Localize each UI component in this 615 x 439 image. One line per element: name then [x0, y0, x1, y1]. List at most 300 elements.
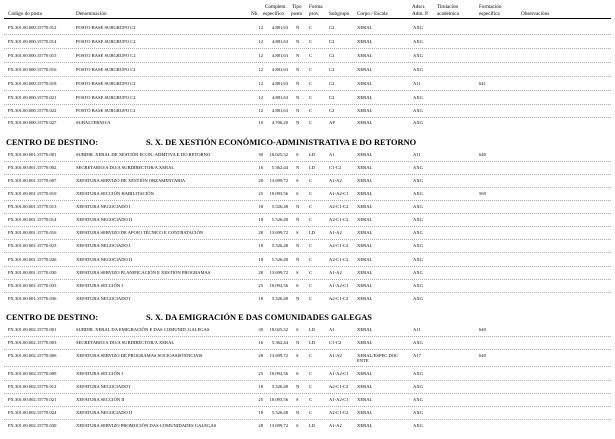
cell-complemento: 5.362,44 — [271, 165, 288, 170]
row-divider — [4, 226, 611, 227]
cell-corpo: XERAL — [357, 81, 373, 86]
table-row — [0, 353, 615, 367]
cell-denominacion: XEFATURA NEGOCIADO I — [76, 384, 131, 389]
cell-tipo: S — [296, 270, 299, 275]
cell-subgrupo: A1 — [329, 327, 335, 332]
cell-adscripcion: AXG — [413, 39, 423, 44]
cell-tipo: S — [296, 327, 299, 332]
cell-adscripcion: AXG — [413, 165, 423, 170]
cell-complemento: 13.699,72 — [269, 270, 288, 275]
table-row — [0, 53, 615, 63]
cell-corpo: XERAL — [357, 243, 373, 248]
row-divider — [4, 279, 611, 280]
table-row — [0, 384, 615, 394]
cell-subgrupo: C2 — [329, 81, 335, 86]
cell-code: PX.301.00.001.15770.023 — [8, 243, 57, 248]
cell-complemento: 10.093,56 — [269, 191, 288, 196]
table-row — [0, 243, 615, 253]
cell-complemento: 5.362,44 — [271, 340, 288, 345]
cell-denominacion: XEFATURA NEGOCIADO II — [76, 217, 133, 222]
cell-adscripcion: AXG — [413, 410, 423, 415]
cell-code: PX.301.00.000.15770.027 — [8, 120, 57, 125]
row-divider — [4, 292, 611, 293]
cell-forma: C — [309, 283, 313, 288]
header-rule — [4, 18, 611, 19]
header-nb: Nb. — [251, 11, 259, 17]
cell-complemento: 13.699,72 — [269, 423, 288, 428]
cell-code: PX.301.00.002.15770.009 — [8, 371, 57, 376]
cell-subgrupo: A1-A2 — [329, 270, 342, 275]
table-row — [0, 423, 615, 433]
cell-forma: C — [309, 178, 313, 183]
cell-forma: C — [309, 204, 313, 209]
cell-forma: C — [309, 67, 313, 72]
cell-corpo: XERAL — [357, 283, 373, 288]
centro-destino-label: CENTRO DE DESTINO: — [6, 313, 99, 322]
cell-formacion: 569 — [479, 191, 486, 196]
cell-code: PX.301.00.001.15770.014 — [8, 217, 57, 222]
cell-code: PX.301.00.000.15770.016 — [8, 67, 57, 72]
cell-subgrupo: A1-A2-C1 — [329, 191, 349, 196]
cell-corpo: XERAL — [357, 410, 373, 415]
cell-tipo: N — [296, 165, 300, 170]
cell-tipo: N — [296, 53, 300, 58]
cell-denominacion: SECRETARIO/A DO/A SUBDIRECTOR/A XERAL — [76, 165, 175, 170]
cell-subgrupo: A2-C1-C2 — [329, 410, 349, 415]
cell-forma: C — [309, 243, 313, 248]
cell-adscripcion: A11 — [413, 81, 421, 86]
cell-nb: 12 — [258, 81, 263, 86]
cell-code: PX.301.00.000.15770.018 — [8, 81, 57, 86]
cell-forma: C — [309, 384, 313, 389]
cell-complemento: 4.881,63 — [271, 25, 288, 30]
row-divider — [4, 90, 611, 91]
cell-subgrupo: A1 — [329, 152, 335, 157]
cell-adscripcion: AXG — [413, 108, 423, 113]
cell-denominacion: SUBDIR. XERAL DA EMIGRACIÓN E DAS COMUNID. GALEGAS — [76, 327, 210, 332]
cell-adscripcion: AXG — [413, 371, 423, 376]
row-divider — [4, 349, 611, 350]
cell-code: PX.301.00.000.15770.021 — [8, 95, 57, 100]
cell-denominacion: XEFATURA SERVIZO DE APOIO TÉCNICO E CONTRATACIÓN — [76, 230, 204, 235]
cell-adscripcion: AXG — [413, 243, 423, 248]
row-divider — [4, 266, 611, 267]
cell-forma: C — [309, 217, 313, 222]
cell-adscripcion: AXG — [413, 67, 423, 72]
cell-corpo: XERAL — [357, 340, 373, 345]
header-formacion-1: Formación — [479, 4, 502, 10]
cell-corpo: XERAL — [357, 39, 373, 44]
cell-tipo: N — [296, 204, 300, 209]
cell-forma: C — [309, 410, 313, 415]
cell-nb: 10 — [258, 120, 263, 125]
cell-code: PX.301.00.001.15770.033 — [8, 283, 57, 288]
table-row — [0, 165, 615, 175]
cell-adscripcion: AXG — [413, 53, 423, 58]
cell-code: PX.301.00.001.15770.010 — [8, 191, 57, 196]
cell-adscripcion: AXG — [413, 217, 423, 222]
cell-formacion: 640 — [479, 152, 486, 157]
cell-forma: LD — [309, 152, 316, 157]
cell-subgrupo: C2 — [329, 25, 335, 30]
cell-adscripcion: AXG — [413, 25, 423, 30]
cell-complemento: 4.881,63 — [271, 108, 288, 113]
cell-complemento: 4.881,63 — [271, 81, 288, 86]
cell-subgrupo: A1-A2-C1 — [329, 283, 349, 288]
cell-tipo: N — [296, 81, 300, 86]
centro-destino-name: S. X. DA EMIGRACIÓN E DAS COMUNIDADES GALEGAS — [146, 313, 372, 322]
cell-subgrupo: A1-A2 — [329, 353, 342, 358]
cell-complemento: 5.526,48 — [271, 243, 288, 248]
cell-forma: C — [309, 397, 313, 402]
row-divider — [4, 200, 611, 201]
cell-nb: 25 — [258, 283, 263, 288]
cell-nb: 18 — [258, 296, 263, 301]
cell-adscripcion: AXG — [413, 178, 423, 183]
cell-tipo: N — [296, 296, 300, 301]
table-row — [0, 120, 615, 130]
cell-nb: 25 — [258, 397, 263, 402]
table-row — [0, 371, 615, 381]
cell-tipo: N — [296, 25, 300, 30]
cell-tipo: S — [296, 152, 299, 157]
cell-code: PX.301.00.002.15770.001 — [8, 327, 57, 332]
cell-nb: 12 — [258, 108, 263, 113]
header-complem-2: específico — [263, 11, 285, 17]
cell-adscripcion: AXG — [413, 257, 423, 262]
cell-complemento: 5.526,48 — [271, 410, 288, 415]
table-row — [0, 327, 615, 337]
cell-forma: C — [309, 95, 313, 100]
cell-complemento: 10.093,56 — [269, 283, 288, 288]
row-divider — [4, 239, 611, 240]
cell-complemento: 4.881,63 — [271, 39, 288, 44]
cell-code: PX.301.00.001.15770.007 — [8, 178, 57, 183]
cell-complemento: 10.093,56 — [269, 371, 288, 376]
cell-adscripcion: AXG — [413, 120, 423, 125]
cell-adscripcion: AXG — [413, 191, 423, 196]
cell-denominacion: XEFATURA NEGOCIADO II — [76, 257, 133, 262]
cell-corpo: XERAL — [357, 165, 373, 170]
table-row — [0, 270, 615, 280]
row-divider — [4, 252, 611, 253]
cell-complemento: 5.526,48 — [271, 296, 288, 301]
cell-forma: LD — [309, 423, 316, 428]
cell-subgrupo: AP — [329, 120, 335, 125]
header-adscr-1: Adscr. — [412, 4, 426, 10]
cell-tipo: N — [296, 108, 300, 113]
cell-complemento: 4.706,20 — [271, 120, 288, 125]
cell-adscripcion: A11 — [413, 152, 421, 157]
cell-subgrupo: A1-A2 — [329, 230, 342, 235]
cell-complemento: 5.526,48 — [271, 204, 288, 209]
cell-formacion: 640 — [479, 353, 486, 358]
cell-nb: 28 — [258, 353, 263, 358]
cell-nb: 18 — [258, 384, 263, 389]
cell-denominacion: XEFATURA SERVIZO PROMOCIÓN DAS COMUNIDADES GALEGAS — [76, 423, 217, 428]
cell-corpo: XERAL — [357, 178, 373, 183]
cell-nb: 28 — [258, 423, 263, 428]
cell-corpo: XERAL — [357, 152, 373, 157]
cell-complemento: 4.881,63 — [271, 67, 288, 72]
centro-destino-name: S. X. DE XESTIÓN ECONÓMICO-ADMINISTRATIVA E DO RETORNO — [146, 138, 417, 147]
cell-forma: C — [309, 39, 313, 44]
cell-denominacion: SECRETARIO/A DO/A SUBDIRECTOR/A XERAL — [76, 340, 175, 345]
cell-adscripcion: AXG — [413, 423, 423, 428]
table-row — [0, 81, 615, 91]
cell-adscripcion: A11 — [413, 327, 421, 332]
cell-denominacion: XEFATURA SERVIZO DE XESTIÓN ORZAMENTARIA — [76, 178, 186, 183]
cell-corpo: XERAL — [357, 257, 373, 262]
table-row — [0, 257, 615, 267]
header-denominacion: Denominación — [76, 11, 107, 17]
table-row — [0, 340, 615, 350]
cell-denominacion: POSTO BASE SUBGRUPO C2 — [76, 53, 136, 58]
header-corpo: Corpo / Escala — [357, 11, 388, 17]
cell-tipo: S — [296, 283, 299, 288]
cell-code: PX.301.00.000.15770.022 — [8, 108, 57, 113]
cell-subgrupo: A2-C1-C2 — [329, 243, 349, 248]
cell-tipo: N — [296, 67, 300, 72]
cell-nb: 30 — [258, 152, 263, 157]
row-divider — [4, 48, 611, 49]
cell-tipo: S — [296, 371, 299, 376]
cell-adscripcion: A17 — [413, 353, 421, 358]
table-row — [0, 204, 615, 214]
cell-nb: 12 — [258, 39, 263, 44]
row-divider — [4, 104, 611, 105]
cell-forma: C — [309, 25, 313, 30]
cell-denominacion: XEFATURA NEGOCIADO I — [76, 296, 131, 301]
cell-forma: C — [309, 108, 313, 113]
header-forma-1: Forma — [309, 4, 323, 10]
cell-forma: LD — [309, 165, 316, 170]
cell-corpo: XERAL — [357, 371, 373, 376]
cell-complemento: 5.526,48 — [271, 217, 288, 222]
cell-forma: C — [309, 296, 313, 301]
cell-subgrupo: A1-A2 — [329, 423, 342, 428]
cell-corpo: XERAL — [357, 217, 373, 222]
cell-corpo: XERAL — [357, 384, 373, 389]
cell-denominacion: XEFATURA SECCIÓN HABILITACIÓN — [76, 191, 154, 196]
cell-denominacion: XEFATURA SERVIZO PLANIFICACIÓN E XESTIÓN PROGRAMAS — [76, 270, 211, 275]
cell-code: PX.301.00.002.15770.030 — [8, 423, 57, 428]
row-divider — [4, 406, 611, 407]
cell-code: PX.301.00.001.15770.001 — [8, 152, 57, 157]
cell-denominacion: XEFATURA SERVIZO DE PROGRAMAS SOCIOASISTENCIAIS — [76, 353, 203, 358]
cell-nb: 16 — [258, 165, 263, 170]
cell-nb: 28 — [258, 230, 263, 235]
cell-tipo: S — [296, 191, 299, 196]
cell-denominacion: POSTO BASE SUBGRUPO C2 — [76, 39, 136, 44]
cell-forma: LD — [309, 340, 316, 345]
cell-forma: C — [309, 191, 313, 196]
cell-subgrupo: A2-C1-C2 — [329, 204, 349, 209]
row-divider — [4, 380, 611, 381]
cell-corpo: XERAL — [357, 108, 373, 113]
cell-corpo: XERAL — [357, 120, 373, 125]
cell-corpo: XERAL — [357, 423, 373, 428]
row-divider — [4, 62, 611, 63]
cell-code: PX.301.00.002.15770.003 — [8, 340, 57, 345]
row-divider — [4, 366, 611, 367]
cell-tipo: S — [296, 423, 299, 428]
cell-tipo: N — [296, 120, 300, 125]
table-row — [0, 152, 615, 162]
cell-denominacion: XEFATURA SECCIÓN I — [76, 283, 123, 288]
cell-code: PX.301.00.001.15770.026 — [8, 257, 57, 262]
cell-tipo: N — [296, 410, 300, 415]
row-divider — [4, 187, 611, 188]
cell-denominacion: SUBALTERNO/A — [76, 120, 111, 125]
row-divider — [4, 174, 611, 175]
cell-subgrupo: C2 — [329, 53, 335, 58]
cell-denominacion: XEFATURA SECCIÓN II — [76, 397, 125, 402]
cell-nb: 12 — [258, 53, 263, 58]
cell-forma: LD — [309, 327, 316, 332]
cell-adscripcion: AXG — [413, 230, 423, 235]
cell-adscripcion: AXG — [413, 283, 423, 288]
cell-subgrupo: A1-A2-C1 — [329, 397, 349, 402]
header-codigo: Código do posto — [8, 11, 43, 17]
cell-code: PX.301.00.000.15770.012 — [8, 25, 57, 30]
cell-nb: 28 — [258, 178, 263, 183]
cell-code: PX.301.00.002.15770.012 — [8, 384, 57, 389]
cell-forma: C — [309, 353, 313, 358]
row-divider — [4, 419, 611, 420]
cell-corpo: XERAL — [357, 327, 373, 332]
cell-nb: 16 — [258, 340, 263, 345]
cell-nb: 25 — [258, 191, 263, 196]
cell-complemento: 10.093,56 — [269, 397, 288, 402]
cell-corpo: XERAL — [357, 53, 373, 58]
cell-code: PX.301.00.001.15770.016 — [8, 230, 57, 235]
cell-corpo: XERAL — [357, 95, 373, 100]
cell-forma: C — [309, 371, 313, 376]
cell-tipo: S — [296, 230, 299, 235]
cell-subgrupo: C2 — [329, 67, 335, 72]
cell-complemento: 13.699,72 — [269, 353, 288, 358]
cell-nb: 18 — [258, 243, 263, 248]
cell-tipo: S — [296, 353, 299, 358]
cell-code: PX.301.00.002.15770.021 — [8, 397, 57, 402]
centro-destino-label: CENTRO DE DESTINO: — [6, 138, 99, 147]
cell-adscripcion: AXG — [413, 204, 423, 209]
cell-corpo: XERAL — [357, 397, 373, 402]
header-formacion-2: específica — [479, 11, 500, 17]
cell-subgrupo: A2-C1-C2 — [329, 217, 349, 222]
cell-corpo: XERAL — [357, 296, 373, 301]
row-divider — [4, 34, 611, 35]
row-divider — [4, 117, 611, 118]
cell-corpo: XERAL — [357, 230, 373, 235]
row-divider — [4, 393, 611, 394]
cell-complemento: 5.526,48 — [271, 257, 288, 262]
cell-adscripcion: AXG — [413, 95, 423, 100]
header-adscr-2: Adm. P. — [412, 11, 429, 17]
table-row — [0, 410, 615, 420]
cell-nb: 25 — [258, 371, 263, 376]
cell-adscripcion: AXG — [413, 296, 423, 301]
cell-denominacion: POSTO BASE SUBGRUPO C2 — [76, 25, 136, 30]
table-row — [0, 397, 615, 407]
table-row — [0, 178, 615, 188]
cell-corpo: XERAL — [357, 67, 373, 72]
cell-adscripcion: AXG — [413, 340, 423, 345]
row-divider — [4, 76, 611, 77]
cell-tipo: S — [296, 178, 299, 183]
cell-corpo: XERAL — [357, 191, 373, 196]
header-forma-2: prov. — [309, 11, 320, 17]
header-tipo-2: posto — [291, 11, 303, 17]
cell-complemento: 4.881,63 — [271, 95, 288, 100]
cell-complemento: 13.699,72 — [269, 230, 288, 235]
cell-complemento: 18.025,32 — [269, 327, 288, 332]
cell-nb: 12 — [258, 67, 263, 72]
header-titulacion-1: Titulación — [437, 4, 459, 10]
cell-complemento: 4.881,63 — [271, 53, 288, 58]
row-divider — [4, 213, 611, 214]
cell-code: PX.301.00.001.15770.036 — [8, 296, 57, 301]
cell-corpo: XERAL — [357, 270, 373, 275]
cell-denominacion: POSTO BASE SUBGRUPO C2 — [76, 95, 136, 100]
cell-forma: C — [309, 257, 313, 262]
header-complem-1: Complem. — [265, 4, 287, 10]
cell-forma: C — [309, 53, 313, 58]
table-row — [0, 108, 615, 118]
cell-subgrupo: A1-A2 — [329, 178, 342, 183]
cell-denominacion: POSTO BASE SUBGRUPO C2 — [76, 81, 136, 86]
table-row — [0, 296, 615, 306]
cell-complemento: 18.025,32 — [269, 152, 288, 157]
cell-formacion: 640 — [479, 327, 486, 332]
cell-subgrupo: C2 — [329, 95, 335, 100]
header-subgrupo: Subgrupo — [329, 11, 350, 17]
cell-complemento: 5.526,48 — [271, 384, 288, 389]
cell-corpo: XERAL — [357, 25, 373, 30]
cell-denominacion: XEFATURA NEGOCIADO I — [76, 204, 131, 209]
cell-nb: 18 — [258, 410, 263, 415]
cell-nb: 18 — [258, 257, 263, 262]
cell-code: PX.301.00.000.15770.015 — [8, 53, 57, 58]
table-row — [0, 25, 615, 35]
cell-tipo: N — [296, 39, 300, 44]
cell-tipo: S — [296, 397, 299, 402]
cell-adscripcion: AXG — [413, 384, 423, 389]
cell-denominacion: POSTO BASE SUBGRUPO C2 — [76, 108, 136, 113]
cell-tipo: N — [296, 243, 300, 248]
table-row — [0, 39, 615, 49]
cell-tipo: N — [296, 384, 300, 389]
cell-tipo: N — [296, 340, 300, 345]
cell-nb: 28 — [258, 270, 263, 275]
table-row — [0, 191, 615, 201]
header-tipo-1: Tipo — [292, 4, 302, 10]
cell-nb: 30 — [258, 327, 263, 332]
row-divider — [4, 161, 611, 162]
cell-subgrupo: A1-A2-C1 — [329, 371, 349, 376]
cell-subgrupo: A2-C1-C2 — [329, 257, 349, 262]
cell-denominacion: XEFATURA NEGOCIADO I — [76, 243, 131, 248]
table-row — [0, 230, 615, 240]
cell-corpo: XERAL — [357, 204, 373, 209]
cell-subgrupo: C2 — [329, 108, 335, 113]
cell-subgrupo: C2 — [329, 39, 335, 44]
cell-code: PX.301.00.001.15770.013 — [8, 204, 57, 209]
cell-forma: LD — [309, 230, 316, 235]
cell-forma: C — [309, 81, 313, 86]
cell-nb: 12 — [258, 95, 263, 100]
